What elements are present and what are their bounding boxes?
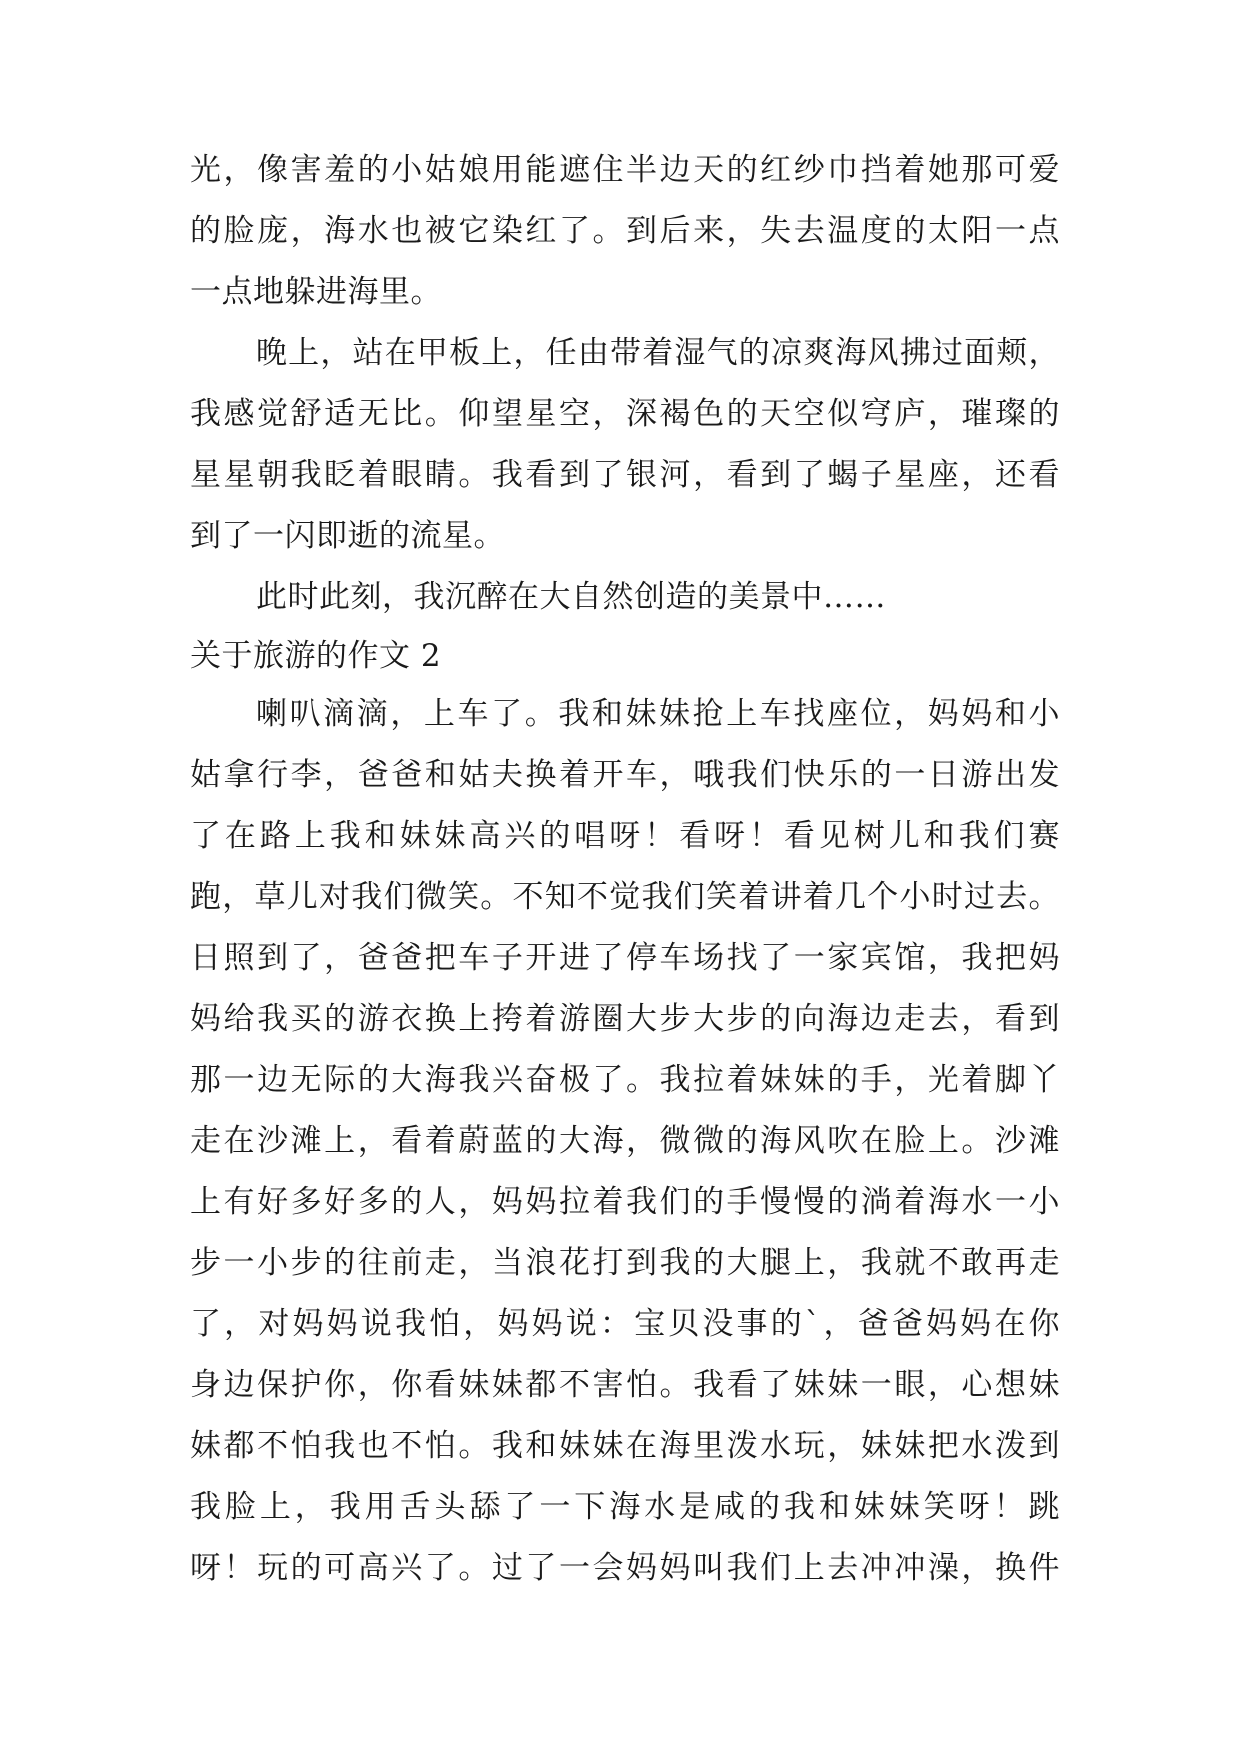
text-line: 步一小步的往前走，当浪花打到我的大腿上，我就不敢再走 (190, 1245, 1060, 1281)
text-line: 呀！玩的可高兴了。过了一会妈妈叫我们上去冲冲澡，换件 (190, 1550, 1060, 1586)
text-line: 到了一闪即逝的流星。 (190, 518, 505, 554)
text-line: 一点地躲进海里。 (190, 274, 442, 310)
text-line: 我感觉舒适无比。仰望星空，深褐色的天空似穹庐，璀璨的 (190, 396, 1060, 432)
text-line: 星星朝我眨着眼睛。我看到了银河，看到了蝎子星座，还看 (190, 457, 1060, 493)
text-line: 那一边无际的大海我兴奋极了。我拉着妹妹的手，光着脚丫 (190, 1062, 1060, 1098)
text-line: 妹都不怕我也不怕。我和妹妹在海里泼水玩，妹妹把水泼到 (190, 1428, 1060, 1464)
text-line: 光，像害羞的小姑娘用能遮住半边天的红纱巾挡着她那可爱 (190, 152, 1060, 188)
text-line: 晚上，站在甲板上，任由带着湿气的凉爽海风拂过面颊， (256, 335, 1060, 371)
text-line: 跑，草儿对我们微笑。不知不觉我们笑着讲着几个小时过去。 (190, 879, 1060, 915)
text-line: 喇叭滴滴，上车了。我和妹妹抢上车找座位，妈妈和小 (256, 696, 1060, 732)
text-line: 姑拿行李，爸爸和姑夫换着开车，哦我们快乐的一日游出发 (190, 757, 1060, 793)
text-line: 妈给我买的游衣换上挎着游圈大步大步的向海边走去，看到 (190, 1001, 1060, 1037)
text-line: 走在沙滩上，看着蔚蓝的大海，微微的海风吹在脸上。沙滩 (190, 1123, 1060, 1159)
section-heading: 关于旅游的作文 2 (190, 638, 442, 674)
text-line: 此时此刻，我沉醉在大自然创造的美景中…… (256, 579, 886, 615)
text-line: 了，对妈妈说我怕，妈妈说：宝贝没事的`，爸爸妈妈在你 (190, 1306, 1060, 1342)
text-line: 的脸庞，海水也被它染红了。到后来，失去温度的太阳一点 (190, 213, 1060, 249)
text-line: 我脸上，我用舌头舔了一下海水是咸的我和妹妹笑呀！跳 (190, 1489, 1060, 1525)
text-line: 身边保护你，你看妹妹都不害怕。我看了妹妹一眼，心想妹 (190, 1367, 1060, 1403)
text-line: 了在路上我和妹妹高兴的唱呀！看呀！看见树儿和我们赛 (190, 818, 1060, 854)
text-line: 上有好多好多的人，妈妈拉着我们的手慢慢的淌着海水一小 (190, 1184, 1060, 1220)
text-line: 日照到了，爸爸把车子开进了停车场找了一家宾馆，我把妈 (190, 940, 1060, 976)
